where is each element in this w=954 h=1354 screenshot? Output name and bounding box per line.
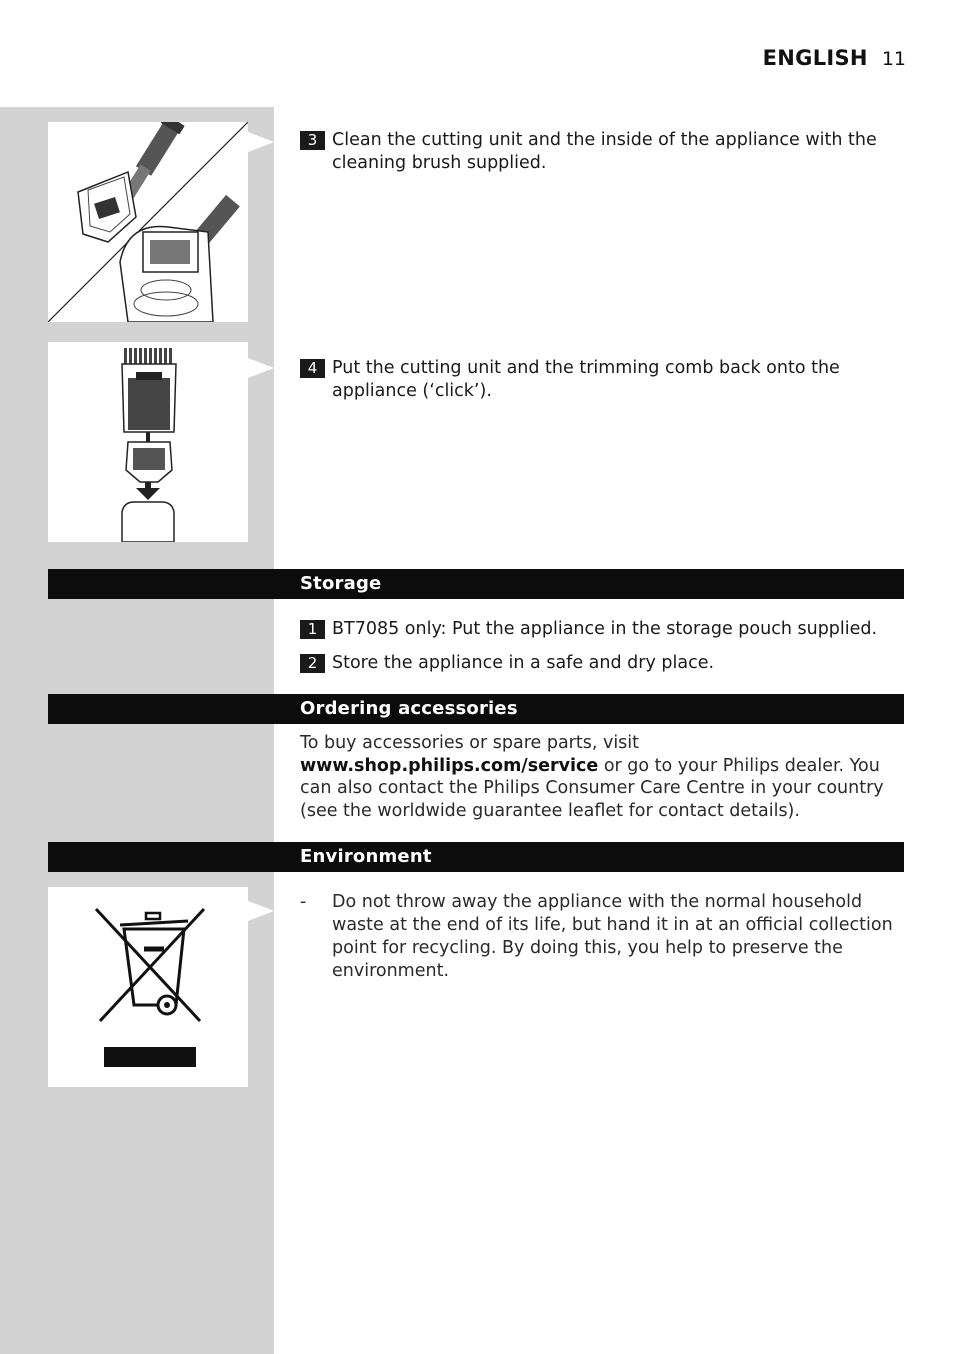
environment-bullet (300, 891, 900, 983)
figure-pointer (248, 358, 274, 378)
ordering-text-after: or go to your Philips dealer. You can also contact the Philips Consumer Care Centre in your country (see the worldwide guarantee leaflet for contact details). (300, 755, 884, 821)
cleaning-brush-illustration (48, 122, 248, 322)
section-title: Environment (300, 846, 432, 867)
section-header-ordering (48, 694, 904, 724)
language-label: ENGLISH (762, 46, 868, 70)
ordering-paragraph (300, 732, 900, 822)
storage-step-2 (300, 652, 900, 675)
ordering-text-before: To buy accessories or spare parts, visit (300, 733, 640, 753)
section-header-environment (48, 842, 904, 872)
step-text: BT7085 only: Put the appliance in the storage pouch supplied. (332, 619, 878, 639)
page-header (763, 46, 906, 70)
figure-pointer (248, 132, 274, 152)
step-text: Store the appliance in a safe and dry place. (332, 653, 715, 673)
section-header-storage (48, 569, 904, 599)
storage-step-1 (300, 618, 900, 641)
shop-link[interactable]: www.shop.philips.com/service (300, 755, 599, 776)
step-text: Clean the cutting unit and the inside of the appliance with the cleaning brush supplied. (332, 130, 877, 173)
bullet-text: Do not throw away the appliance with the normal household waste at the end of its life, but hand it in at an official collection point for recycling. By doing this, you help to preserve the environment. (332, 892, 893, 981)
attach-comb-illustration (48, 342, 248, 542)
step-text: Put the cutting unit and the trimming comb back onto the appliance (‘click’). (332, 358, 840, 401)
section-title: Storage (300, 573, 382, 594)
section-title: Ordering accessories (300, 698, 518, 719)
step-4 (300, 357, 900, 403)
step-number: 1 (300, 620, 325, 639)
crossed-bin-icon (48, 887, 248, 1087)
step-3 (300, 129, 900, 175)
page-number: 11 (881, 48, 906, 70)
step-number: 3 (300, 131, 325, 150)
step-number: 4 (300, 359, 325, 378)
bullet-marker: - (300, 892, 307, 912)
step-number: 2 (300, 654, 325, 673)
figure-pointer (248, 901, 274, 921)
